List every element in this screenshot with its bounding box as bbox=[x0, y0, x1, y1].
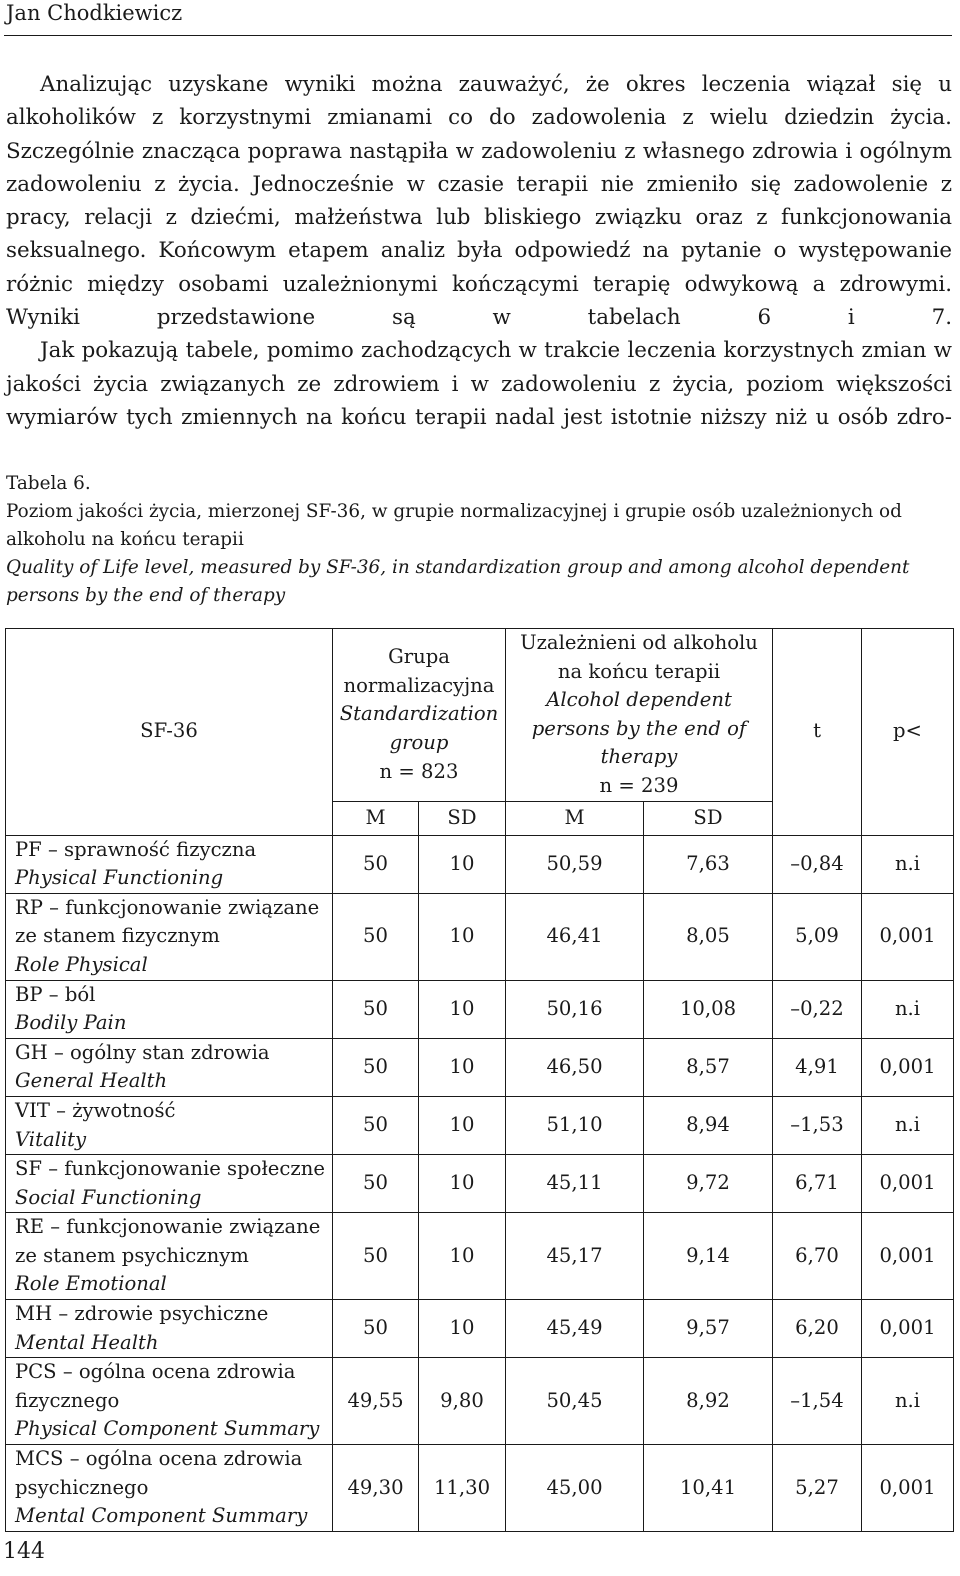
cell-m2: 50,16 bbox=[506, 980, 644, 1038]
row-label: VIT – żywotność Vitality bbox=[6, 1096, 333, 1154]
header-m2: M bbox=[506, 801, 644, 835]
header-m1: M bbox=[333, 801, 419, 835]
table-caption bbox=[6, 470, 952, 610]
cell-m2: 46,50 bbox=[506, 1038, 644, 1096]
cell-t: –0,84 bbox=[773, 835, 862, 893]
header-p: p< bbox=[862, 629, 954, 836]
row-label: RE – funkcjonowanie związane ze stanem psychicznym Role Emotional bbox=[6, 1213, 333, 1300]
cell-p: 0,001 bbox=[862, 1300, 954, 1358]
table-row bbox=[6, 1300, 954, 1358]
row-label: RP – funkcjonowanie związane ze stanem fizycznym Role Physical bbox=[6, 893, 333, 980]
header-sf36: SF-36 bbox=[6, 629, 333, 836]
table-row bbox=[6, 1038, 954, 1096]
table-row bbox=[6, 1445, 954, 1532]
table-row bbox=[6, 1213, 954, 1300]
table-row bbox=[6, 893, 954, 980]
cell-sd1: 10 bbox=[419, 1300, 506, 1358]
cell-m1: 50 bbox=[333, 1213, 419, 1300]
cell-p: 0,001 bbox=[862, 1213, 954, 1300]
table-label: Tabela 6. bbox=[6, 473, 91, 494]
paragraph: Jak pokazują tabele, pomimo zachodzących w trakcie leczenia korzystnych zmian w jakości życia związanych ze zdrowiem i w zadowoleniu z życia, poziom większości wymiarów tych zmiennych na końcu terapii nadal jest istotnie niższy niż u osób zdro- bbox=[6, 338, 952, 430]
table-row bbox=[6, 1155, 954, 1213]
cell-p: 0,001 bbox=[862, 1155, 954, 1213]
cell-m1: 50 bbox=[333, 980, 419, 1038]
cell-m1: 50 bbox=[333, 1038, 419, 1096]
cell-m1: 50 bbox=[333, 893, 419, 980]
cell-t: –1,53 bbox=[773, 1096, 862, 1154]
cell-m1: 49,55 bbox=[333, 1358, 419, 1445]
cell-t: 5,27 bbox=[773, 1445, 862, 1532]
cell-p: 0,001 bbox=[862, 1038, 954, 1096]
header-sd1: SD bbox=[419, 801, 506, 835]
cell-m1: 50 bbox=[333, 1300, 419, 1358]
header-row bbox=[6, 629, 954, 802]
cell-m2: 45,00 bbox=[506, 1445, 644, 1532]
cell-sd2: 8,92 bbox=[644, 1358, 773, 1445]
cell-t: –1,54 bbox=[773, 1358, 862, 1445]
cell-m1: 50 bbox=[333, 835, 419, 893]
header-group-normalization: Grupa normalizacyjna Standardization group n = 823 bbox=[333, 629, 506, 802]
cell-sd2: 10,08 bbox=[644, 980, 773, 1038]
cell-sd2: 9,57 bbox=[644, 1300, 773, 1358]
cell-sd1: 10 bbox=[419, 1213, 506, 1300]
cell-p: n.i bbox=[862, 1358, 954, 1445]
cell-t: 5,09 bbox=[773, 893, 862, 980]
table-row bbox=[6, 835, 954, 893]
row-label: SF – funkcjonowanie społeczne Social Functioning bbox=[6, 1155, 333, 1213]
header-sd2: SD bbox=[644, 801, 773, 835]
cell-m1: 49,30 bbox=[333, 1445, 419, 1532]
cell-sd2: 10,41 bbox=[644, 1445, 773, 1532]
sf36-table bbox=[5, 628, 954, 1532]
cell-sd1: 10 bbox=[419, 1096, 506, 1154]
cell-t: –0,22 bbox=[773, 980, 862, 1038]
table-row bbox=[6, 980, 954, 1038]
cell-t: 6,71 bbox=[773, 1155, 862, 1213]
cell-p: 0,001 bbox=[862, 893, 954, 980]
cell-sd1: 10 bbox=[419, 980, 506, 1038]
cell-m1: 50 bbox=[333, 1155, 419, 1213]
cell-t: 6,20 bbox=[773, 1300, 862, 1358]
table-title-en: Quality of Life level, measured by SF-36, in standardization group and among alcohol dependent persons by the end of therapy bbox=[6, 557, 910, 606]
cell-sd1: 10 bbox=[419, 1038, 506, 1096]
header-group-dependent: Uzależnieni od alkoholu na końcu terapii Alcohol dependent persons by the end of therapy n = 239 bbox=[506, 629, 773, 802]
cell-sd2: 8,05 bbox=[644, 893, 773, 980]
cell-m2: 51,10 bbox=[506, 1096, 644, 1154]
row-label: MCS – ogólna ocena zdrowia psychicznego Mental Component Summary bbox=[6, 1445, 333, 1532]
row-label: PCS – ogólna ocena zdrowia fizycznego Physical Component Summary bbox=[6, 1358, 333, 1445]
cell-sd2: 9,72 bbox=[644, 1155, 773, 1213]
cell-sd2: 7,63 bbox=[644, 835, 773, 893]
cell-m2: 45,17 bbox=[506, 1213, 644, 1300]
cell-m2: 50,45 bbox=[506, 1358, 644, 1445]
cell-sd2: 8,57 bbox=[644, 1038, 773, 1096]
cell-p: n.i bbox=[862, 980, 954, 1038]
table-title-pl: Poziom jakości życia, mierzonej SF-36, w grupie normalizacyjnej i grupie osób uzależnionych od alkoholu na końcu terapii bbox=[6, 501, 902, 550]
header-rule bbox=[4, 35, 952, 36]
cell-sd2: 9,14 bbox=[644, 1213, 773, 1300]
cell-m2: 50,59 bbox=[506, 835, 644, 893]
cell-t: 6,70 bbox=[773, 1213, 862, 1300]
table-row bbox=[6, 1096, 954, 1154]
row-label: GH – ogólny stan zdrowia General Health bbox=[6, 1038, 333, 1096]
cell-sd1: 10 bbox=[419, 1155, 506, 1213]
cell-p: n.i bbox=[862, 835, 954, 893]
running-header-author: Jan Chodkiewicz bbox=[6, 1, 183, 25]
cell-m2: 45,49 bbox=[506, 1300, 644, 1358]
cell-t: 4,91 bbox=[773, 1038, 862, 1096]
cell-sd2: 8,94 bbox=[644, 1096, 773, 1154]
cell-sd1: 11,30 bbox=[419, 1445, 506, 1532]
page-number: 144 bbox=[3, 1539, 45, 1564]
cell-p: n.i bbox=[862, 1096, 954, 1154]
row-label: PF – sprawność fizyczna Physical Functioning bbox=[6, 835, 333, 893]
cell-p: 0,001 bbox=[862, 1445, 954, 1532]
cell-sd1: 10 bbox=[419, 835, 506, 893]
row-label: MH – zdrowie psychiczne Mental Health bbox=[6, 1300, 333, 1358]
cell-sd1: 10 bbox=[419, 893, 506, 980]
row-label: BP – ból Bodily Pain bbox=[6, 980, 333, 1038]
header-t: t bbox=[773, 629, 862, 836]
paragraph: Analizując uzyskane wyniki można zauważyć, że okres leczenia wiązał się u alkoholików z korzystnymi zmianami co do zadowolenia z wielu dziedzin życia. Szczególnie znacząca poprawa nastąpiła w zadowoleniu z własnego zdrowia i ogólnym zadowoleniu z życia. Jednocześnie w czasie terapii nie zmieniło się zadowolenie z pracy, relacji z dziećmi, małżeństwa lub bliskiego związku oraz z funkcjonowania seksualnego. Końcowym etapem analiz była odpowiedź na pytanie o występowanie różnic między osobami uzależnionymi kończącymi terapię odwykową a zdrowymi. Wyniki przedstawione są w tabelach 6 i 7. bbox=[6, 72, 952, 331]
cell-m1: 50 bbox=[333, 1096, 419, 1154]
cell-sd1: 9,80 bbox=[419, 1358, 506, 1445]
table-row bbox=[6, 1358, 954, 1445]
body-text bbox=[6, 68, 952, 434]
cell-m2: 46,41 bbox=[506, 893, 644, 980]
cell-m2: 45,11 bbox=[506, 1155, 644, 1213]
